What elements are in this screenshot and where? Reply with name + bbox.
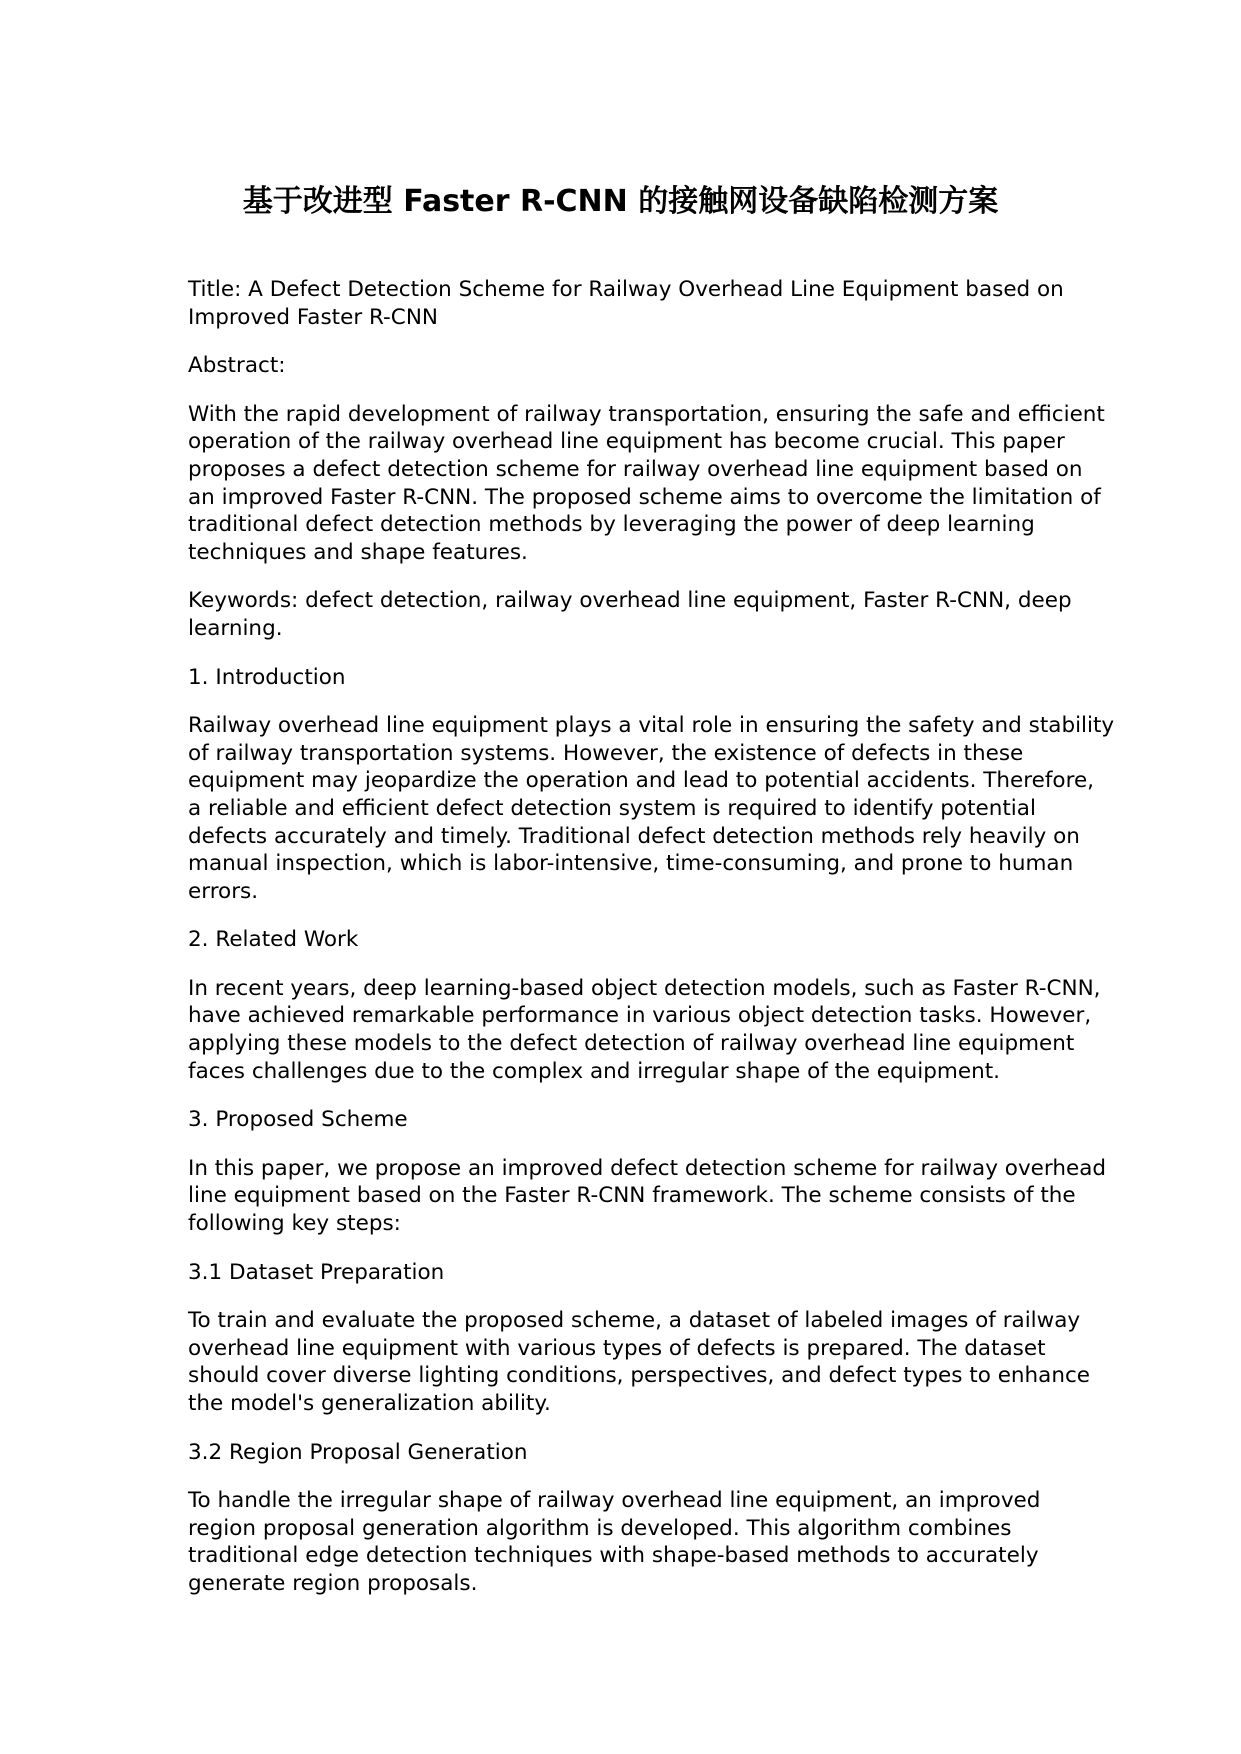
text-line: manual inspection, which is labor-intensive, time-consuming, and prone to human (188, 851, 1074, 877)
text-line: faces challenges due to the complex and irregular shape of the equipment. (188, 1058, 1000, 1084)
introduction-text (188, 712, 1115, 905)
abstract-heading (188, 352, 1068, 380)
text-line: In this paper, we propose an improved defect detection scheme for railway overhead (188, 1155, 1107, 1181)
text-line: a reliable and efficient defect detection system is required to identify potential (188, 795, 1036, 821)
document-body (188, 276, 1115, 1619)
text-line: errors. (188, 878, 259, 904)
text-line: Keywords: defect detection, railway overhead line equipment, Faster R-CNN, deep (188, 588, 1072, 614)
text-line: 3. Proposed Scheme (188, 1107, 408, 1133)
dataset-preparation-text (188, 1307, 1091, 1417)
text-line: the model's generalization ability. (188, 1391, 551, 1416)
keywords (188, 587, 1072, 642)
text-line: traditional defect detection methods by leveraging the power of deep learning (188, 512, 1035, 538)
text-line: Improved Faster R-CNN (188, 304, 438, 330)
text-line: To train and evaluate the proposed scheme, a dataset of labeled images of railway (188, 1308, 1081, 1334)
text-line: generate region proposals. (188, 1570, 478, 1596)
related-work-text (188, 975, 1101, 1085)
text-line: line equipment based on the Faster R-CNN framework. The scheme consists of the (188, 1183, 1076, 1209)
text-line: Title: A Defect Detection Scheme for Railway Overhead Line Equipment based on (188, 277, 1064, 302)
text-line: operation of the railway overhead line equipment has become crucial. This paper (188, 429, 1065, 455)
text-line: 3.2 Region Proposal Generation (188, 1439, 528, 1465)
text-line: defects accurately and timely. Traditional defect detection methods rely heavily on (188, 823, 1080, 849)
text-line: Abstract: (188, 353, 286, 379)
text-line: To handle the irregular shape of railway overhead line equipment, an improved (188, 1488, 1041, 1514)
text-line: Railway overhead line equipment plays a vital role in ensuring the safety and stability (188, 713, 1115, 739)
text-line: learning. (188, 615, 283, 641)
text-line: equipment may jeopardize the operation and lead to potential accidents. Therefore, (188, 768, 1095, 794)
text-line: should cover diverse lighting conditions, perspectives, and defect types to enhance (188, 1363, 1091, 1389)
text-line: overhead line equipment with various types of defects is prepared. The dataset (188, 1335, 1046, 1361)
text-line: an improved Faster R-CNN. The proposed scheme aims to overcome the limitation of (188, 484, 1101, 510)
page-title: 基于改进型 Faster R-CNN 的接触网设备缺陷检测方案 (242, 184, 999, 219)
text-line: 3.1 Dataset Preparation (188, 1259, 445, 1285)
text-line: following key steps: (188, 1211, 401, 1237)
text-line: In recent years, deep learning-based object detection models, such as Faster R-CNN, (188, 975, 1101, 1001)
section-heading-introduction (188, 664, 1068, 692)
english-title (188, 276, 1068, 331)
section-heading-proposed-scheme (188, 1106, 1068, 1134)
text-line: 1. Introduction (188, 664, 346, 690)
section-heading-related-work (188, 926, 1068, 954)
proposed-scheme-text (188, 1155, 1107, 1238)
text-line: 2. Related Work (188, 927, 359, 953)
text-line: techniques and shape features. (188, 539, 528, 565)
text-line: proposes a defect detection scheme for railway overhead line equipment based on (188, 456, 1083, 482)
subsection-heading-region-proposal (188, 1439, 1068, 1467)
text-line: of railway transportation systems. However, the existence of defects in these (188, 740, 1024, 766)
text-line: applying these models to the defect detection of railway overhead line equipment (188, 1031, 1075, 1057)
text-line: region proposal generation algorithm is developed. This algorithm combines (188, 1515, 1012, 1541)
text-line: have achieved remarkable performance in various object detection tasks. However, (188, 1003, 1092, 1029)
region-proposal-text (188, 1487, 1068, 1597)
subsection-heading-dataset-preparation (188, 1259, 1068, 1287)
text-line: With the rapid development of railway transportation, ensuring the safe and efficient (188, 401, 1105, 427)
text-line: traditional edge detection techniques with shape-based methods to accurately (188, 1543, 1039, 1569)
abstract-text (188, 401, 1105, 567)
